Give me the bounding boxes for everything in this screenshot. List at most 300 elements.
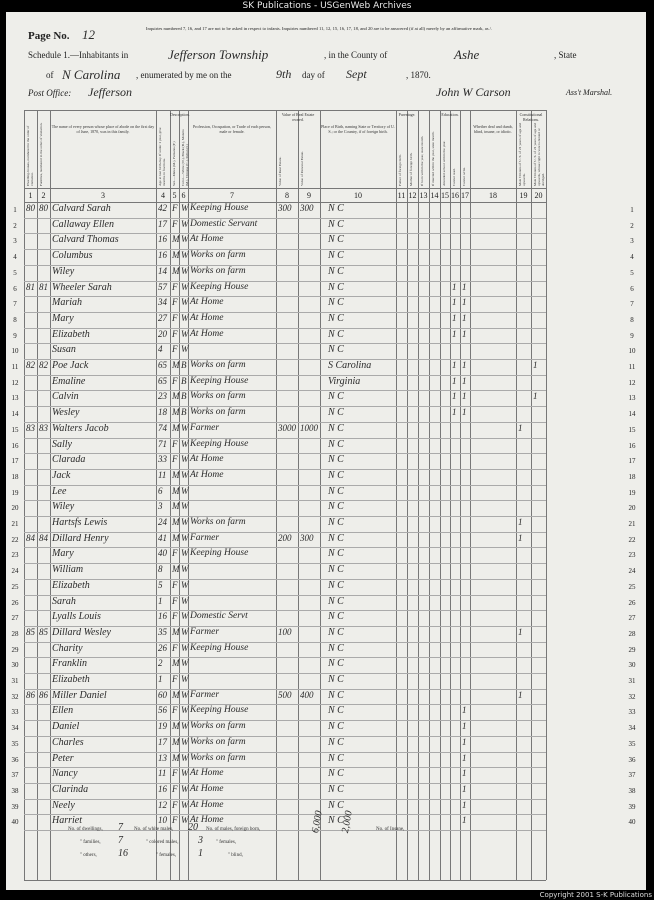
column-group-real-estate: Value of Real Estate owned. <box>281 112 315 122</box>
colored-males-count: 3 <box>198 835 203 846</box>
cell-color: W <box>181 250 189 261</box>
cell-age: 5 <box>158 579 163 590</box>
cell-family: 86 <box>39 689 48 700</box>
column-header-17: Cannot write. <box>462 166 466 186</box>
row-number-right: 30 <box>628 661 636 670</box>
cell-dwelling: 81 <box>26 281 35 292</box>
cell-name: Calvard Sarah <box>52 203 111 214</box>
cell-sex: M <box>172 564 180 575</box>
row-rule <box>24 312 546 313</box>
archive-banner: SK Publications - USGenWeb Archives <box>0 0 654 12</box>
column-header-14: If married within the year, state month. <box>431 131 435 186</box>
column-header-8: Value of Real Estate. <box>278 156 282 186</box>
cell-c17: 1 <box>462 391 467 402</box>
row-rule <box>24 814 546 815</box>
cell-name: Daniel <box>52 721 80 733</box>
inquiry-note: Inquiries numbered 7, 16, and 17 are not to be asked in respect to infants. Inquiries numbered 11, 12, 15, 16, 17, 18, and 20 are to be answered (if at all) merely by an affirmative mark, as /. <box>146 26 493 31</box>
cell-occupation: Farmer <box>190 689 220 700</box>
cell-occupation: At Home <box>190 768 224 779</box>
row-number-right: 13 <box>628 394 636 403</box>
cell-sex: F <box>172 454 178 465</box>
row-number-right: 6 <box>630 284 634 293</box>
cell-occupation: Works on farm <box>190 752 246 763</box>
dwellings-count: 7 <box>118 822 123 833</box>
cell-family: 83 <box>39 422 48 433</box>
row-rule <box>24 704 546 705</box>
row-rule <box>24 767 546 768</box>
column-number-7: 7 <box>230 191 234 200</box>
column-rule <box>24 110 25 880</box>
row-number-right: 35 <box>628 739 636 748</box>
column-header-10: Place of Birth, naming State or Territory of U. S.; or the Country, if of foreign birth. <box>321 124 395 134</box>
cell-color: W <box>181 752 189 763</box>
cell-color: W <box>181 532 189 543</box>
females-label: " females, <box>156 853 177 858</box>
cell-age: 17 <box>158 736 167 747</box>
cell-sex: F <box>172 328 178 339</box>
cell-birthplace: N C <box>328 312 344 324</box>
cell-sex: M <box>172 626 180 637</box>
row-number-right: 19 <box>628 488 636 497</box>
column-group-parentage: Parentage. <box>398 112 416 117</box>
row-number-left: 12 <box>11 378 19 387</box>
copyright-notice: Copyright 2001 S-K Publications <box>539 891 652 899</box>
row-number-left: 17 <box>11 457 19 466</box>
cell-sex: M <box>172 689 180 700</box>
row-number-left: 18 <box>11 472 19 481</box>
cell-color: W <box>181 234 189 245</box>
cell-age: 18 <box>158 407 167 418</box>
column-header-19: Male Citizens of U. S. of 21 years of age and upwards. <box>518 122 526 186</box>
county-value: Ashe <box>454 47 480 62</box>
column-header-16: Cannot read. <box>452 168 456 186</box>
cell-birthplace: N C <box>328 689 344 701</box>
cell-real-estate: 3000 <box>278 422 296 433</box>
cell-birthplace: N C <box>328 611 344 623</box>
personal-estate-total: 2,000 <box>340 809 355 834</box>
column-rule <box>407 110 408 880</box>
row-number-right: 31 <box>628 677 636 685</box>
row-number-left: 1 <box>13 206 17 214</box>
cell-color: W <box>181 736 189 747</box>
column-rule <box>440 110 441 880</box>
cell-color: W <box>181 344 189 355</box>
cell-birthplace: N C <box>328 218 344 230</box>
column-rule <box>516 110 517 880</box>
cell-sex: M <box>172 469 180 480</box>
cell-real-estate: 100 <box>278 626 292 637</box>
cell-birthplace: N C <box>328 674 344 685</box>
cell-name: Wesley <box>52 407 80 419</box>
column-header-18: Whether deaf and dumb, blind, insane, or idiotic. <box>473 124 513 134</box>
cell-name: Wheeler Sarah <box>52 281 112 293</box>
row-number-left: 19 <box>11 488 19 497</box>
cell-birthplace: N C <box>328 736 344 748</box>
cell-c17: 1 <box>462 721 467 732</box>
cell-c17: 1 <box>462 297 467 308</box>
cell-sex: M <box>172 265 180 276</box>
cell-sex: M <box>172 360 180 370</box>
cell-birthplace: N C <box>328 438 344 450</box>
cell-occupation: Works on farm <box>190 517 246 527</box>
cell-occupation: Keeping House <box>190 203 249 213</box>
row-number-right: 29 <box>628 645 636 654</box>
cell-name: Charles <box>52 736 84 748</box>
cell-dwelling: 80 <box>26 203 35 213</box>
cell-birthplace: N C <box>328 595 344 607</box>
cell-c17: 1 <box>462 783 467 794</box>
cell-occupation: At Home <box>190 783 224 794</box>
row-rule <box>24 406 546 407</box>
cell-occupation: Keeping House <box>190 281 249 292</box>
column-rule <box>546 110 547 880</box>
cell-sex: F <box>172 203 178 213</box>
cell-occupation: Keeping House <box>190 375 249 386</box>
row-number-left: 14 <box>11 410 19 419</box>
cell-name: Elizabeth <box>52 328 90 340</box>
cell-age: 56 <box>158 705 167 716</box>
column-number-10: 10 <box>354 191 362 200</box>
cell-sex: F <box>172 783 178 794</box>
cell-age: 16 <box>158 611 167 622</box>
column-number-19: 19 <box>519 191 528 200</box>
cell-occupation: Works on farm <box>190 391 246 402</box>
cell-age: 34 <box>158 297 167 308</box>
column-header-15: Attended school within the year. <box>442 140 446 186</box>
cell-sex: M <box>172 422 180 433</box>
cell-age: 11 <box>158 768 167 779</box>
cell-birthplace: N C <box>328 203 344 214</box>
cell-real-estate: 200 <box>278 532 292 543</box>
cell-age: 65 <box>158 375 167 386</box>
cell-family: 81 <box>39 281 48 292</box>
cell-age: 1 <box>158 674 163 684</box>
enumerated-label: , enumerated by me on the <box>136 70 232 80</box>
column-number-13: 13 <box>419 191 428 200</box>
cell-age: 17 <box>158 218 167 229</box>
cell-family: 84 <box>39 532 48 543</box>
row-number-right: 3 <box>630 237 634 246</box>
cell-name: William <box>52 564 84 576</box>
cell-age: 57 <box>158 281 167 292</box>
cell-occupation: At Home <box>190 328 224 339</box>
real-estate-total: 6,000 <box>310 809 325 834</box>
row-number-right: 20 <box>628 504 636 513</box>
year-label: , 1870. <box>406 70 431 80</box>
cell-c17: 1 <box>462 799 467 810</box>
row-number-left: 4 <box>13 253 17 262</box>
row-rule <box>24 453 546 454</box>
cell-name: Columbus <box>52 250 93 262</box>
white-males-label: No. of white males, <box>134 827 174 832</box>
row-rule <box>24 720 546 721</box>
column-rule <box>320 110 321 880</box>
cell-real-estate: 500 <box>278 689 292 700</box>
cell-age: 20 <box>158 328 167 339</box>
row-rule <box>24 469 546 470</box>
column-number-18: 18 <box>489 191 497 200</box>
cell-name: Dillard Wesley <box>52 626 111 638</box>
cell-occupation: At Home <box>190 297 224 308</box>
row-rule <box>24 375 546 376</box>
cell-c16: 1 <box>452 312 457 323</box>
cell-color: W <box>181 642 189 653</box>
cell-age: 74 <box>158 422 167 433</box>
row-number-left: 3 <box>13 237 17 246</box>
row-number-left: 39 <box>11 802 19 811</box>
cell-name: Calvard Thomas <box>52 234 119 246</box>
cell-c19: 1 <box>518 532 523 543</box>
column-rule <box>396 110 397 880</box>
cell-birthplace: N C <box>328 234 344 246</box>
cell-color: W <box>181 203 189 213</box>
cell-birthplace: N C <box>328 579 344 591</box>
row-rule <box>24 579 546 580</box>
cell-name: Susan <box>52 344 76 356</box>
others-count: 16 <box>118 848 128 859</box>
cell-occupation: Farmer <box>190 422 220 433</box>
cell-name: Sally <box>52 438 72 450</box>
cell-age: 41 <box>158 532 167 543</box>
cell-name: Calvin <box>52 391 79 403</box>
cell-occupation: At Home <box>190 469 224 480</box>
cell-birthplace: N C <box>328 422 344 434</box>
cell-name: Walters Jacob <box>52 422 109 434</box>
column-number-2: 2 <box>41 191 46 200</box>
row-number-right: 28 <box>628 629 636 638</box>
cell-age: 10 <box>158 815 167 826</box>
cell-sex: F <box>172 218 178 229</box>
cell-c16: 1 <box>452 297 457 308</box>
row-rule <box>24 547 546 548</box>
row-number-right: 14 <box>628 410 636 419</box>
cell-sex: M <box>172 736 180 747</box>
cell-age: 12 <box>158 799 167 810</box>
cell-family: 85 <box>39 626 48 637</box>
cell-c17: 1 <box>462 768 467 779</box>
schedule-label: Schedule 1.—Inhabitants in <box>28 50 129 60</box>
cell-c16: 1 <box>452 375 457 386</box>
cell-name: Clarinda <box>52 783 89 795</box>
row-number-left: 24 <box>11 567 19 576</box>
row-number-left: 6 <box>13 284 17 293</box>
cell-c17: 1 <box>462 752 467 763</box>
cell-occupation: At Home <box>190 312 224 323</box>
cell-name: Emaline <box>52 375 86 387</box>
cell-color: W <box>181 674 189 684</box>
row-number-left: 2 <box>13 221 17 230</box>
cell-dwelling: 84 <box>26 532 35 543</box>
row-number-left: 5 <box>13 268 17 277</box>
cell-c16: 1 <box>452 391 457 402</box>
cell-sex: F <box>172 674 178 684</box>
cell-birthplace: N C <box>328 752 344 764</box>
cell-age: 11 <box>158 469 167 480</box>
row-number-right: 11 <box>628 363 636 371</box>
row-number-right: 1 <box>630 206 634 214</box>
cell-age: 27 <box>158 312 167 323</box>
cell-name: Mary <box>52 312 74 324</box>
cell-color: W <box>181 297 189 308</box>
cell-c17: 1 <box>462 736 467 747</box>
cell-color: W <box>181 579 189 590</box>
cell-occupation: Works on farm <box>190 265 246 276</box>
row-number-left: 30 <box>11 661 19 670</box>
column-header-3: The name of every person whose place of abode on the first day of June, 1870, was in this family. <box>51 124 155 134</box>
foreign-males-label: No. of males, foreign born, <box>206 827 261 832</box>
cell-birthplace: N C <box>328 250 344 262</box>
cell-sex: M <box>172 407 180 418</box>
cell-name: Callaway Ellen <box>52 218 114 230</box>
column-rule <box>470 110 471 880</box>
cell-color: W <box>181 312 189 323</box>
column-header-9: Value of Personal Estate. <box>300 151 304 186</box>
cell-c17: 1 <box>462 281 467 292</box>
cell-birthplace: N C <box>328 501 344 513</box>
dwellings-label: No. of dwellings, <box>68 827 103 832</box>
cell-c17: 1 <box>462 328 467 339</box>
cell-birthplace: N C <box>328 768 344 780</box>
column-rule <box>276 110 277 880</box>
cell-birthplace: N C <box>328 391 344 403</box>
column-rule <box>460 110 461 880</box>
cell-birthplace: N C <box>328 642 344 654</box>
cell-color: B <box>181 407 187 418</box>
cell-occupation: At Home <box>190 234 224 245</box>
cell-birthplace: N C <box>328 626 344 638</box>
cell-c19: 1 <box>518 626 523 637</box>
cell-name: Nancy <box>52 768 78 780</box>
cell-occupation: Keeping House <box>190 642 249 653</box>
column-number-15: 15 <box>441 191 449 200</box>
column-rule <box>450 110 451 880</box>
cell-age: 65 <box>158 360 167 370</box>
row-number-right: 5 <box>630 268 634 277</box>
cell-c19: 1 <box>518 689 523 700</box>
page-no-value: 12 <box>82 27 95 42</box>
table-top-rule <box>24 110 546 111</box>
cell-age: 4 <box>158 344 163 355</box>
cell-color: W <box>181 218 189 229</box>
column-number-9: 9 <box>307 191 311 200</box>
column-header-5: Sex.—Males (M.), Females (F.) <box>172 141 176 186</box>
cell-name: Lyalls Louis <box>52 611 101 623</box>
cell-family: 82 <box>39 360 48 370</box>
row-rule <box>24 563 546 564</box>
cell-color: W <box>181 501 189 512</box>
cell-occupation: Works on farm <box>190 736 246 747</box>
cell-birthplace: N C <box>328 281 344 293</box>
cell-age: 2 <box>158 658 163 669</box>
column-number-12: 12 <box>408 191 417 200</box>
cell-occupation: At Home <box>190 454 224 465</box>
cell-c17: 1 <box>462 407 467 418</box>
cell-occupation: Keeping House <box>190 438 249 449</box>
county-label: , in the County of <box>324 50 388 60</box>
township-value: Jefferson Township <box>168 47 269 62</box>
cell-age: 26 <box>158 642 167 653</box>
row-rule <box>24 783 546 784</box>
column-number-6: 6 <box>181 191 186 200</box>
column-header-11: Father of foreign birth. <box>398 153 402 186</box>
row-number-right: 37 <box>628 771 636 780</box>
cell-sex: F <box>172 705 178 716</box>
cell-sex: F <box>172 344 178 355</box>
census-sheet <box>6 12 646 890</box>
row-number-left: 31 <box>11 677 19 685</box>
column-header-20: Male Citizens of U. S. of 21 years of age and upwards, whose right to vote is denied or abridged. <box>533 122 545 186</box>
cell-sex: M <box>172 391 180 402</box>
row-number-left: 23 <box>11 551 19 560</box>
cell-c17: 1 <box>462 312 467 323</box>
row-number-right: 36 <box>628 755 636 764</box>
column-header-12: Mother of foreign birth. <box>409 152 413 186</box>
cell-sex: M <box>172 532 180 543</box>
row-number-left: 10 <box>11 347 19 356</box>
cell-name: Elizabeth <box>52 674 90 685</box>
cell-color: W <box>181 265 189 276</box>
row-number-left: 32 <box>11 692 19 701</box>
cell-sex: M <box>172 752 180 763</box>
row-rule <box>24 642 546 643</box>
cell-birthplace: N C <box>328 344 344 356</box>
cell-birthplace: N C <box>328 517 344 528</box>
cell-color: W <box>181 721 189 732</box>
cell-sex: M <box>172 250 180 261</box>
cell-name: Jack <box>52 469 71 481</box>
families-label: " families, <box>80 840 101 845</box>
cell-age: 24 <box>158 517 167 527</box>
row-number-left: 29 <box>11 645 19 654</box>
row-number-right: 15 <box>628 425 636 434</box>
row-rule <box>24 249 546 250</box>
column-group-description: Description. <box>170 112 190 117</box>
row-number-left: 38 <box>11 786 19 795</box>
cell-name: Peter <box>52 752 74 764</box>
cell-sex: M <box>172 234 180 245</box>
row-number-left: 28 <box>11 629 19 638</box>
cell-name: Poe Jack <box>52 360 89 371</box>
day-of-label: day of <box>302 70 325 80</box>
cell-sex: F <box>172 297 178 308</box>
cell-color: W <box>181 281 189 292</box>
cell-age: 16 <box>158 250 167 261</box>
row-number-right: 32 <box>628 692 636 701</box>
column-header-6: Color.—White (W.), Black (B.), Mulatto (M.), Chinese (C.), Indian (I.) <box>181 129 189 186</box>
cell-dwelling: 82 <box>26 360 35 370</box>
cell-color: W <box>181 328 189 339</box>
cell-birthplace: N C <box>328 485 344 497</box>
cell-color: W <box>181 454 189 465</box>
cell-sex: F <box>172 375 178 386</box>
cell-birthplace: N C <box>328 532 344 544</box>
row-number-right: 23 <box>628 551 636 560</box>
column-number-3: 3 <box>101 191 105 200</box>
cell-sex: M <box>172 485 180 496</box>
row-number-left: 40 <box>11 818 19 827</box>
day-value: 9th <box>276 67 292 81</box>
row-number-left: 13 <box>11 394 19 403</box>
cell-color: W <box>181 564 189 575</box>
of-label: of <box>46 70 54 80</box>
cell-age: 42 <box>158 203 167 213</box>
cell-birthplace: N C <box>328 564 344 576</box>
cell-dwelling: 86 <box>26 689 35 700</box>
cell-occupation: Farmer <box>190 626 220 637</box>
cell-color: B <box>181 360 187 370</box>
cell-c20: 1 <box>533 391 538 402</box>
cell-occupation: Domestic Servant <box>190 218 258 229</box>
